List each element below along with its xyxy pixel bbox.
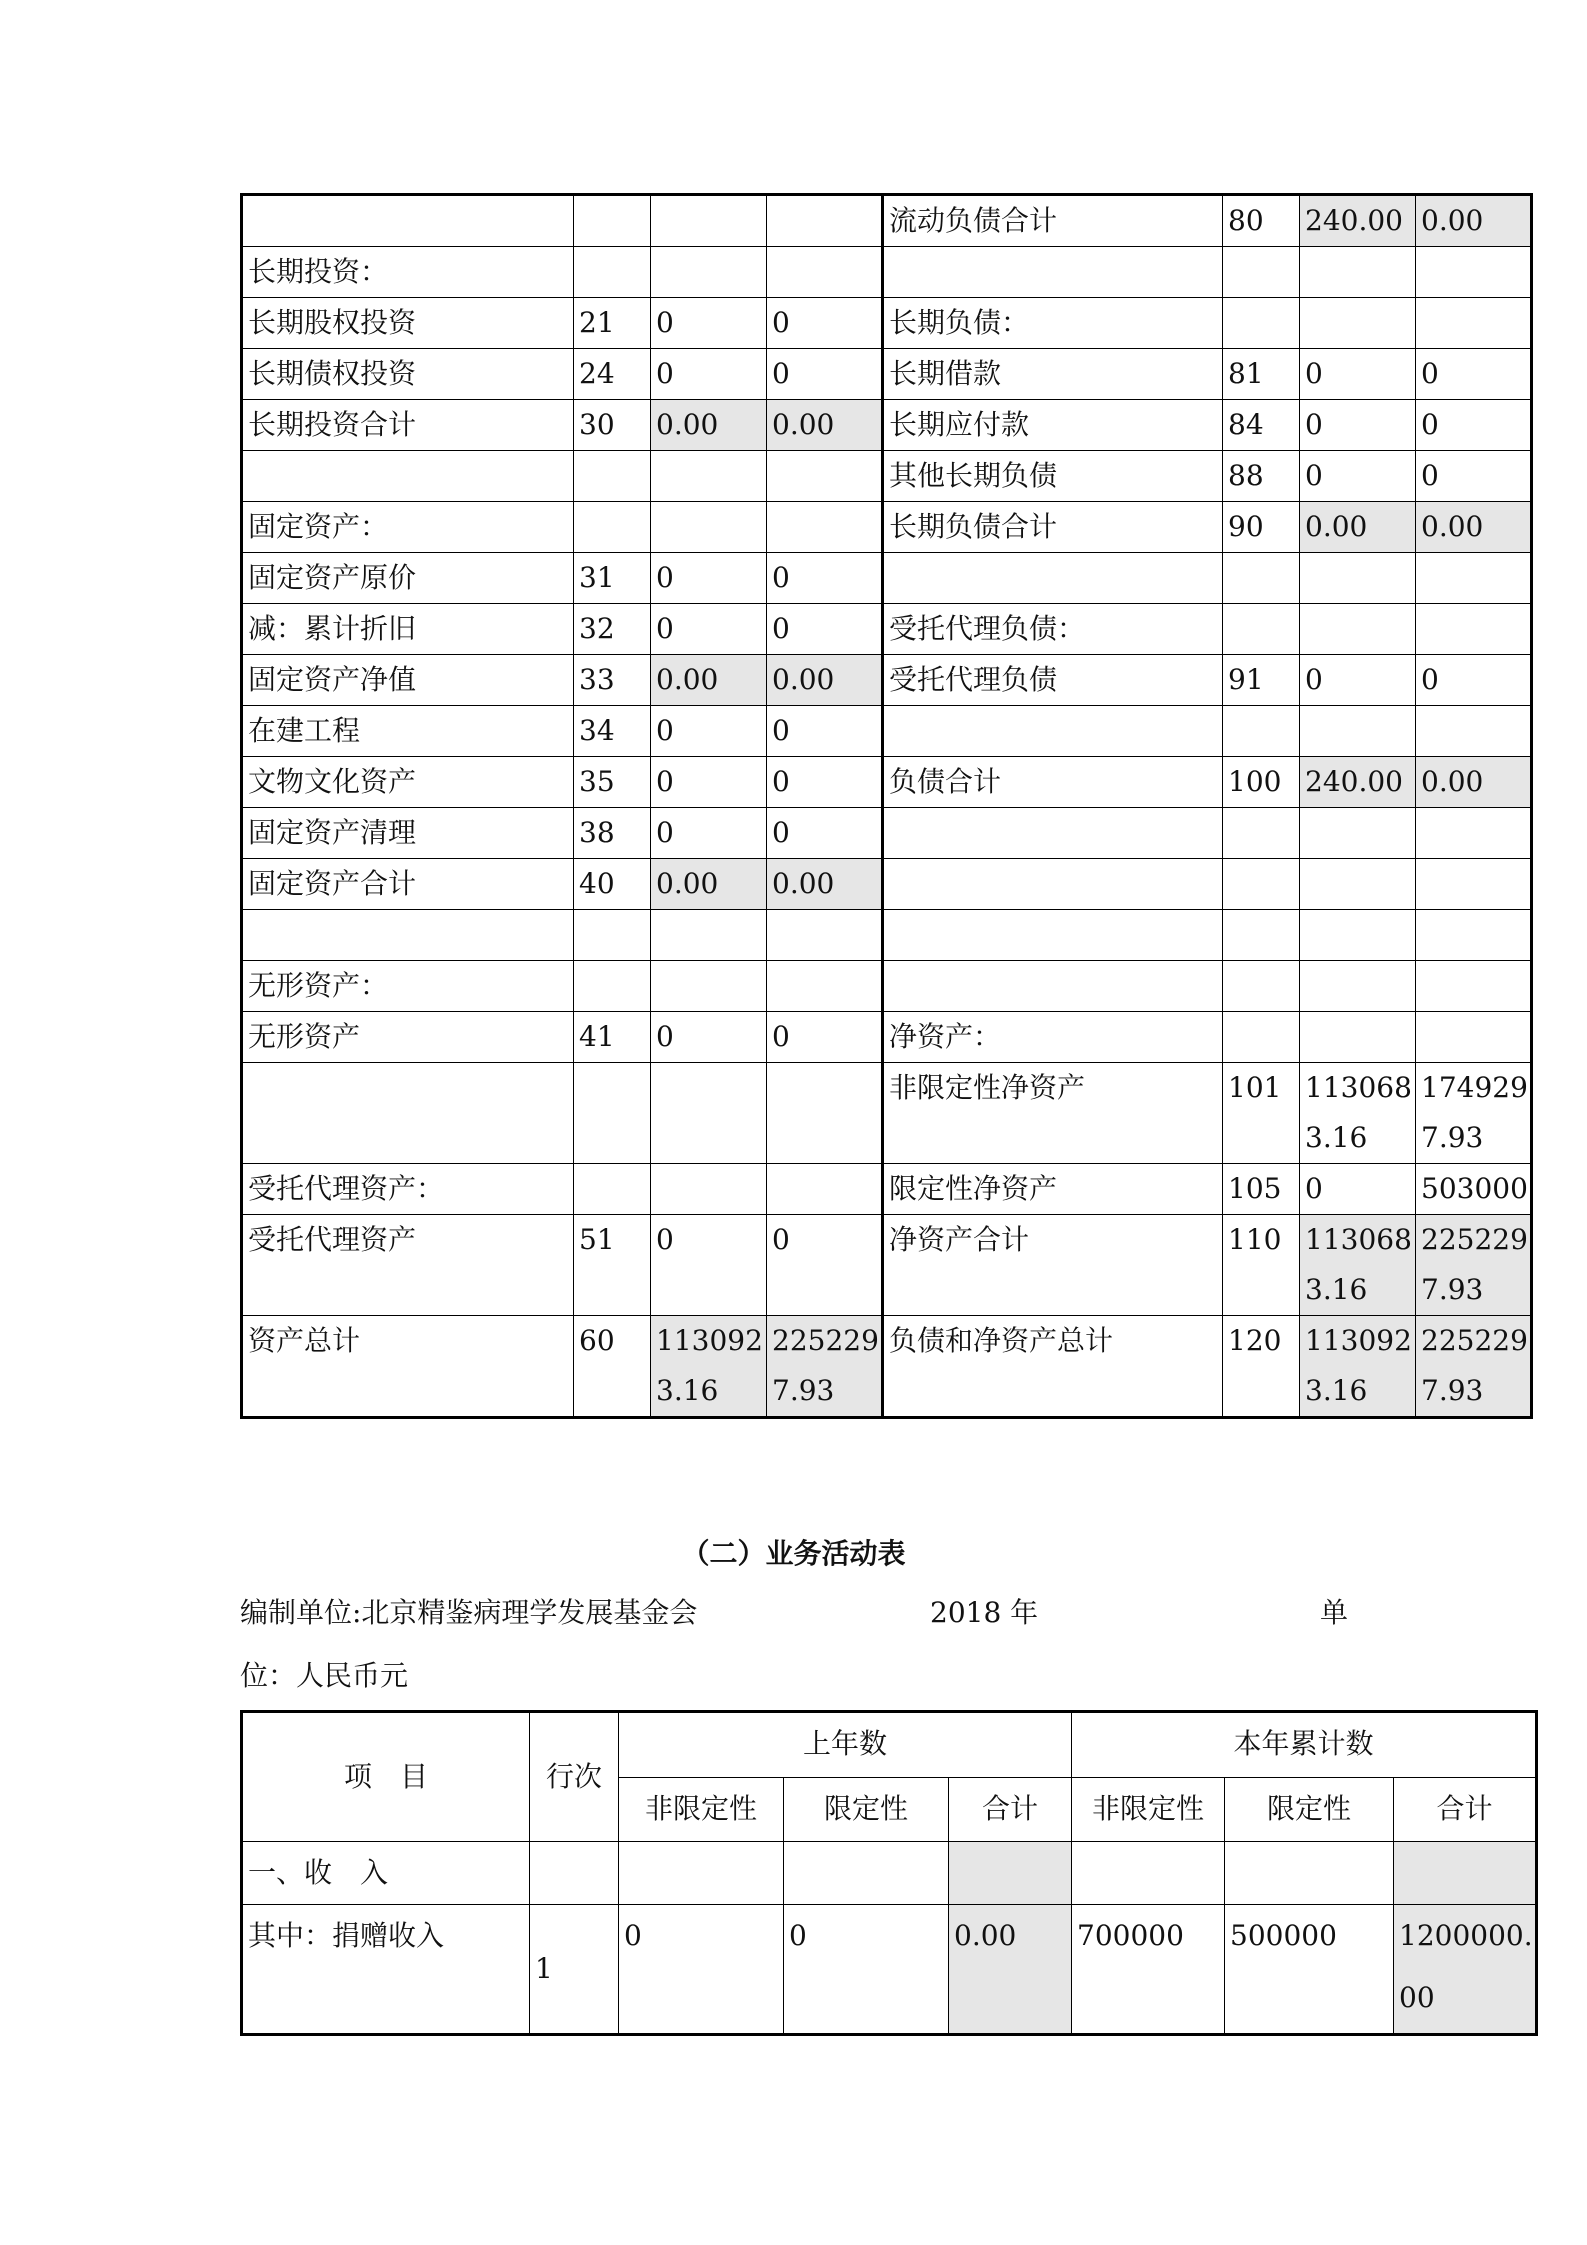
- curr-restricted: 500000: [1225, 1905, 1394, 2035]
- asset-end-value: 0: [767, 298, 883, 349]
- business-activity-body: [242, 1712, 1537, 2035]
- liability-end-value: [1416, 247, 1532, 298]
- balance-row: [242, 706, 1532, 757]
- liability-begin-value: 1130923.16: [1300, 1316, 1416, 1418]
- liability-end-value: 0: [1416, 655, 1532, 706]
- balance-sheet-table: [240, 193, 1533, 1419]
- asset-line-no: 34: [574, 706, 651, 757]
- asset-item: [242, 1063, 574, 1164]
- liability-item: [883, 247, 1223, 298]
- header-curr-year: 本年累计数: [1072, 1712, 1537, 1778]
- asset-begin-value: 1130923.16: [651, 1316, 767, 1418]
- liability-line-no: 88: [1223, 451, 1300, 502]
- liability-end-value: [1416, 1012, 1532, 1063]
- asset-item: 固定资产清理: [242, 808, 574, 859]
- liability-line-no: 105: [1223, 1164, 1300, 1215]
- liability-line-no: 90: [1223, 502, 1300, 553]
- liability-end-value: 1749297.93: [1416, 1063, 1532, 1164]
- asset-end-value: 0.00: [767, 655, 883, 706]
- asset-begin-value: [651, 910, 767, 961]
- liability-item: [883, 961, 1223, 1012]
- liability-line-no: [1223, 859, 1300, 910]
- liability-item: 限定性净资产: [883, 1164, 1223, 1215]
- liability-begin-value: [1300, 604, 1416, 655]
- asset-end-value: [767, 1164, 883, 1215]
- asset-end-value: 0: [767, 553, 883, 604]
- asset-begin-value: 0: [651, 553, 767, 604]
- asset-begin-value: 0: [651, 1215, 767, 1316]
- liability-item: 净资产：: [883, 1012, 1223, 1063]
- asset-line-no: [574, 451, 651, 502]
- balance-row: [242, 400, 1532, 451]
- activity-row: [242, 1842, 1537, 1905]
- balance-sheet-body: [242, 195, 1532, 1418]
- liability-begin-value: [1300, 910, 1416, 961]
- prev-restricted: [784, 1842, 949, 1905]
- activity-table-title: （二）业务活动表: [681, 1537, 906, 1570]
- liability-end-value: [1416, 910, 1532, 961]
- asset-item: 无形资产：: [242, 961, 574, 1012]
- liability-line-no: [1223, 604, 1300, 655]
- balance-row: [242, 1012, 1532, 1063]
- asset-item: 文物文化资产: [242, 757, 574, 808]
- liability-line-no: 101: [1223, 1063, 1300, 1164]
- asset-item: [242, 451, 574, 502]
- asset-line-no: 32: [574, 604, 651, 655]
- activity-line-no: 1: [530, 1905, 619, 2035]
- liability-begin-value: 240.00: [1300, 757, 1416, 808]
- balance-row: [242, 451, 1532, 502]
- liability-line-no: [1223, 808, 1300, 859]
- asset-end-value: [767, 195, 883, 247]
- asset-line-no: [574, 195, 651, 247]
- asset-item: 固定资产合计: [242, 859, 574, 910]
- compiling-unit: 编制单位:北京精鉴病理学发展基金会: [240, 1596, 698, 1629]
- liability-line-no: 91: [1223, 655, 1300, 706]
- balance-row: [242, 1164, 1532, 1215]
- asset-line-no: 24: [574, 349, 651, 400]
- header-prev-restricted: 限定性: [784, 1777, 949, 1842]
- liability-item: [883, 706, 1223, 757]
- liability-item: [883, 808, 1223, 859]
- asset-line-no: [574, 1164, 651, 1215]
- liability-begin-value: 1130683.16: [1300, 1215, 1416, 1316]
- asset-end-value: [767, 451, 883, 502]
- asset-line-no: 40: [574, 859, 651, 910]
- curr-total: [1394, 1842, 1537, 1905]
- liability-begin-value: [1300, 859, 1416, 910]
- liability-line-no: [1223, 706, 1300, 757]
- asset-end-value: 0: [767, 706, 883, 757]
- liability-begin-value: 0: [1300, 349, 1416, 400]
- liability-begin-value: 0.00: [1300, 502, 1416, 553]
- liability-line-no: [1223, 553, 1300, 604]
- liability-begin-value: [1300, 706, 1416, 757]
- liability-end-value: 2252297.93: [1416, 1316, 1532, 1418]
- asset-begin-value: 0: [651, 604, 767, 655]
- asset-item: 无形资产: [242, 1012, 574, 1063]
- balance-row: [242, 859, 1532, 910]
- header-curr-unrestricted: 非限定性: [1072, 1777, 1225, 1842]
- asset-begin-value: 0.00: [651, 859, 767, 910]
- balance-row: [242, 808, 1532, 859]
- balance-row: [242, 553, 1532, 604]
- liability-end-value: 0.00: [1416, 502, 1532, 553]
- asset-end-value: [767, 247, 883, 298]
- asset-begin-value: 0: [651, 808, 767, 859]
- asset-line-no: 33: [574, 655, 651, 706]
- liability-item: 受托代理负债: [883, 655, 1223, 706]
- asset-line-no: 31: [574, 553, 651, 604]
- prev-total: 0.00: [949, 1905, 1072, 2035]
- balance-row: [242, 604, 1532, 655]
- liability-item: 负债合计: [883, 757, 1223, 808]
- asset-line-no: [574, 1063, 651, 1164]
- balance-row: [242, 655, 1532, 706]
- asset-end-value: [767, 502, 883, 553]
- liability-item: [883, 553, 1223, 604]
- asset-end-value: 0.00: [767, 859, 883, 910]
- asset-begin-value: 0: [651, 1012, 767, 1063]
- liability-end-value: [1416, 604, 1532, 655]
- prev-total: [949, 1842, 1072, 1905]
- asset-end-value: 0: [767, 604, 883, 655]
- liability-begin-value: 240.00: [1300, 195, 1416, 247]
- asset-begin-value: [651, 1063, 767, 1164]
- header-item: 项 目: [242, 1712, 530, 1842]
- asset-end-value: 0: [767, 1215, 883, 1316]
- liability-end-value: 0.00: [1416, 195, 1532, 247]
- liability-end-value: 0.00: [1416, 757, 1532, 808]
- liability-begin-value: 0: [1300, 400, 1416, 451]
- liability-item: 流动负债合计: [883, 195, 1223, 247]
- liability-end-value: [1416, 961, 1532, 1012]
- asset-end-value: 0: [767, 808, 883, 859]
- asset-begin-value: [651, 451, 767, 502]
- liability-end-value: [1416, 706, 1532, 757]
- liability-item: 净资产合计: [883, 1215, 1223, 1316]
- liability-line-no: [1223, 961, 1300, 1012]
- liability-item: 长期负债：: [883, 298, 1223, 349]
- curr-total: 1200000.00: [1394, 1905, 1537, 2035]
- liability-begin-value: 1130683.16: [1300, 1063, 1416, 1164]
- liability-end-value: 0: [1416, 349, 1532, 400]
- balance-row: [242, 349, 1532, 400]
- liability-end-value: 2252297.93: [1416, 1215, 1532, 1316]
- liability-begin-value: [1300, 961, 1416, 1012]
- liability-item: 非限定性净资产: [883, 1063, 1223, 1164]
- asset-begin-value: [651, 195, 767, 247]
- liability-begin-value: [1300, 553, 1416, 604]
- asset-end-value: 0.00: [767, 400, 883, 451]
- liability-line-no: [1223, 298, 1300, 349]
- liability-line-no: [1223, 910, 1300, 961]
- header-prev-unrestricted: 非限定性: [619, 1777, 784, 1842]
- liability-item: 受托代理负债：: [883, 604, 1223, 655]
- liability-begin-value: [1300, 247, 1416, 298]
- asset-item: 受托代理资产: [242, 1215, 574, 1316]
- currency-unit: 位：人民币元: [240, 1659, 409, 1692]
- liability-end-value: 0: [1416, 451, 1532, 502]
- liability-item: 长期应付款: [883, 400, 1223, 451]
- liability-begin-value: [1300, 298, 1416, 349]
- balance-row: [242, 1316, 1532, 1418]
- asset-end-value: 2252297.93: [767, 1316, 883, 1418]
- business-activity-table: [240, 1710, 1538, 2036]
- currency-unit-prefix: 单: [1320, 1596, 1349, 1629]
- asset-line-no: 38: [574, 808, 651, 859]
- balance-row: [242, 757, 1532, 808]
- balance-row: [242, 195, 1532, 247]
- liability-end-value: [1416, 808, 1532, 859]
- asset-end-value: [767, 961, 883, 1012]
- curr-unrestricted: [1072, 1842, 1225, 1905]
- asset-begin-value: 0.00: [651, 400, 767, 451]
- header-prev-year: 上年数: [619, 1712, 1072, 1778]
- asset-begin-value: [651, 1164, 767, 1215]
- liability-item: [883, 859, 1223, 910]
- header-line: 行次: [530, 1712, 619, 1842]
- balance-row: [242, 1063, 1532, 1164]
- balance-row: [242, 247, 1532, 298]
- balance-row: [242, 1215, 1532, 1316]
- liability-item: 负债和净资产总计: [883, 1316, 1223, 1418]
- report-year: 2018 年: [930, 1596, 1039, 1629]
- activity-row: [242, 1905, 1537, 2035]
- asset-end-value: [767, 910, 883, 961]
- asset-line-no: 21: [574, 298, 651, 349]
- activity-item: 一、收 入: [242, 1842, 530, 1905]
- liability-item: [883, 910, 1223, 961]
- asset-item: 减：累计折旧: [242, 604, 574, 655]
- liability-line-no: [1223, 247, 1300, 298]
- asset-begin-value: [651, 247, 767, 298]
- asset-line-no: 30: [574, 400, 651, 451]
- prev-unrestricted: 0: [619, 1905, 784, 2035]
- asset-line-no: [574, 247, 651, 298]
- header-curr-restricted: 限定性: [1225, 1777, 1394, 1842]
- asset-begin-value: 0.00: [651, 655, 767, 706]
- header-row-1: [242, 1712, 1537, 1778]
- asset-item: 长期投资：: [242, 247, 574, 298]
- activity-line-no: [530, 1842, 619, 1905]
- asset-end-value: [767, 1063, 883, 1164]
- prev-unrestricted: [619, 1842, 784, 1905]
- header-prev-total: 合计: [949, 1777, 1072, 1842]
- asset-item: 在建工程: [242, 706, 574, 757]
- asset-item: 固定资产：: [242, 502, 574, 553]
- asset-item: 资产总计: [242, 1316, 574, 1418]
- asset-end-value: 0: [767, 1012, 883, 1063]
- asset-begin-value: 0: [651, 349, 767, 400]
- asset-begin-value: 0: [651, 298, 767, 349]
- asset-line-no: 35: [574, 757, 651, 808]
- asset-item: 长期投资合计: [242, 400, 574, 451]
- liability-begin-value: [1300, 808, 1416, 859]
- curr-restricted: [1225, 1842, 1394, 1905]
- asset-line-no: [574, 910, 651, 961]
- liability-end-value: [1416, 298, 1532, 349]
- balance-row: [242, 910, 1532, 961]
- asset-item: 长期债权投资: [242, 349, 574, 400]
- asset-end-value: 0: [767, 349, 883, 400]
- asset-begin-value: [651, 961, 767, 1012]
- asset-line-no: 60: [574, 1316, 651, 1418]
- liability-line-no: 84: [1223, 400, 1300, 451]
- asset-item: 受托代理资产：: [242, 1164, 574, 1215]
- liability-end-value: [1416, 553, 1532, 604]
- liability-begin-value: 0: [1300, 451, 1416, 502]
- liability-line-no: 120: [1223, 1316, 1300, 1418]
- liability-item: 长期借款: [883, 349, 1223, 400]
- asset-begin-value: 0: [651, 706, 767, 757]
- activity-item: 其中：捐赠收入: [242, 1905, 530, 2035]
- asset-end-value: 0: [767, 757, 883, 808]
- liability-begin-value: [1300, 1012, 1416, 1063]
- balance-row: [242, 961, 1532, 1012]
- liability-begin-value: 0: [1300, 655, 1416, 706]
- liability-item: 长期负债合计: [883, 502, 1223, 553]
- balance-row: [242, 298, 1532, 349]
- liability-line-no: [1223, 1012, 1300, 1063]
- header-curr-total: 合计: [1394, 1777, 1537, 1842]
- liability-line-no: 80: [1223, 195, 1300, 247]
- asset-line-no: 41: [574, 1012, 651, 1063]
- asset-line-no: [574, 961, 651, 1012]
- liability-begin-value: 0: [1300, 1164, 1416, 1215]
- liability-line-no: 81: [1223, 349, 1300, 400]
- curr-unrestricted: 700000: [1072, 1905, 1225, 2035]
- asset-line-no: 51: [574, 1215, 651, 1316]
- asset-item: 固定资产净值: [242, 655, 574, 706]
- liability-end-value: 503000: [1416, 1164, 1532, 1215]
- liability-end-value: [1416, 859, 1532, 910]
- asset-item: [242, 195, 574, 247]
- asset-item: [242, 910, 574, 961]
- asset-item: 固定资产原价: [242, 553, 574, 604]
- liability-end-value: 0: [1416, 400, 1532, 451]
- balance-row: [242, 502, 1532, 553]
- asset-begin-value: 0: [651, 757, 767, 808]
- asset-item: 长期股权投资: [242, 298, 574, 349]
- asset-begin-value: [651, 502, 767, 553]
- prev-restricted: 0: [784, 1905, 949, 2035]
- liability-line-no: 100: [1223, 757, 1300, 808]
- liability-line-no: 110: [1223, 1215, 1300, 1316]
- asset-line-no: [574, 502, 651, 553]
- liability-item: 其他长期负债: [883, 451, 1223, 502]
